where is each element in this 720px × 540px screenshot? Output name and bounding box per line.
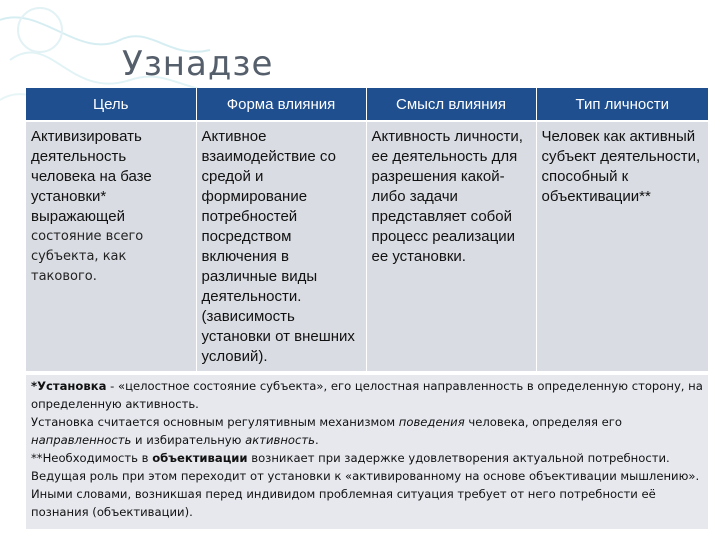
footnotes-block <box>26 375 708 529</box>
table-header-row <box>26 88 708 121</box>
footnote-objectivation-text-2: возникает при задержке удовлетворения актуальной потребности. Ведущая роль при этом переходит от установки к «активированному на основе объективации мышлению». Иными словами, возникшая перед индивидом проблемная ситуация требует от него потребности её познания (объективации). <box>31 451 700 519</box>
cell-goal-small: состояние всего субъекта, как такового. <box>31 229 144 284</box>
footnote-installation <box>31 377 703 413</box>
cell-goal <box>26 121 196 371</box>
footnote-regulation-italic-1: поведения <box>398 415 465 429</box>
cell-personality-type: Человек как активный субъект деятельности, способный к объективации** <box>536 121 708 371</box>
header-goal: Цель <box>26 88 196 121</box>
header-personality-type: Тип личности <box>536 88 708 121</box>
header-form: Форма влияния <box>196 88 366 121</box>
footnote-installation-term: *Установка <box>31 379 107 393</box>
footnote-regulation-italic-2: направленность <box>31 433 132 447</box>
footnote-regulation-text-2: человека, определяя его <box>464 415 622 429</box>
footnote-regulation-text-3: и избирательную <box>131 433 246 447</box>
footnote-objectivation-term: объективации <box>152 451 248 465</box>
footnote-regulation <box>31 413 703 449</box>
footnote-regulation-text-4: . <box>314 433 319 447</box>
footnote-regulation-italic-3: активность <box>245 433 315 447</box>
footnote-objectivation-text-1: **Необходимость в <box>31 451 153 465</box>
header-meaning: Смысл влияния <box>366 88 536 121</box>
table-row <box>26 121 708 371</box>
footnote-regulation-text-1: Установка считается основным регулятивным механизмом <box>31 415 399 429</box>
influence-table <box>26 88 708 372</box>
slide-title: Узнадзе <box>122 44 274 84</box>
cell-form: Активное взаимодействие со средой и формирование потребностей посредством включения в различные виды деятельности. (зависимость установки от внешних условий). <box>196 121 366 371</box>
cell-meaning: Активность личности, ее деятельность для разрешения какой-либо задачи представляет собой процесс реализации ее установки. <box>366 121 536 371</box>
cell-goal-main: Активизировать деятельность человека на базе установки* выражающей <box>31 128 152 225</box>
footnote-installation-text: - «целостное состояние субъекта», его целостная направленность в определенную сторону, на определенную активность. <box>31 379 703 411</box>
footnote-objectivation <box>31 449 703 521</box>
